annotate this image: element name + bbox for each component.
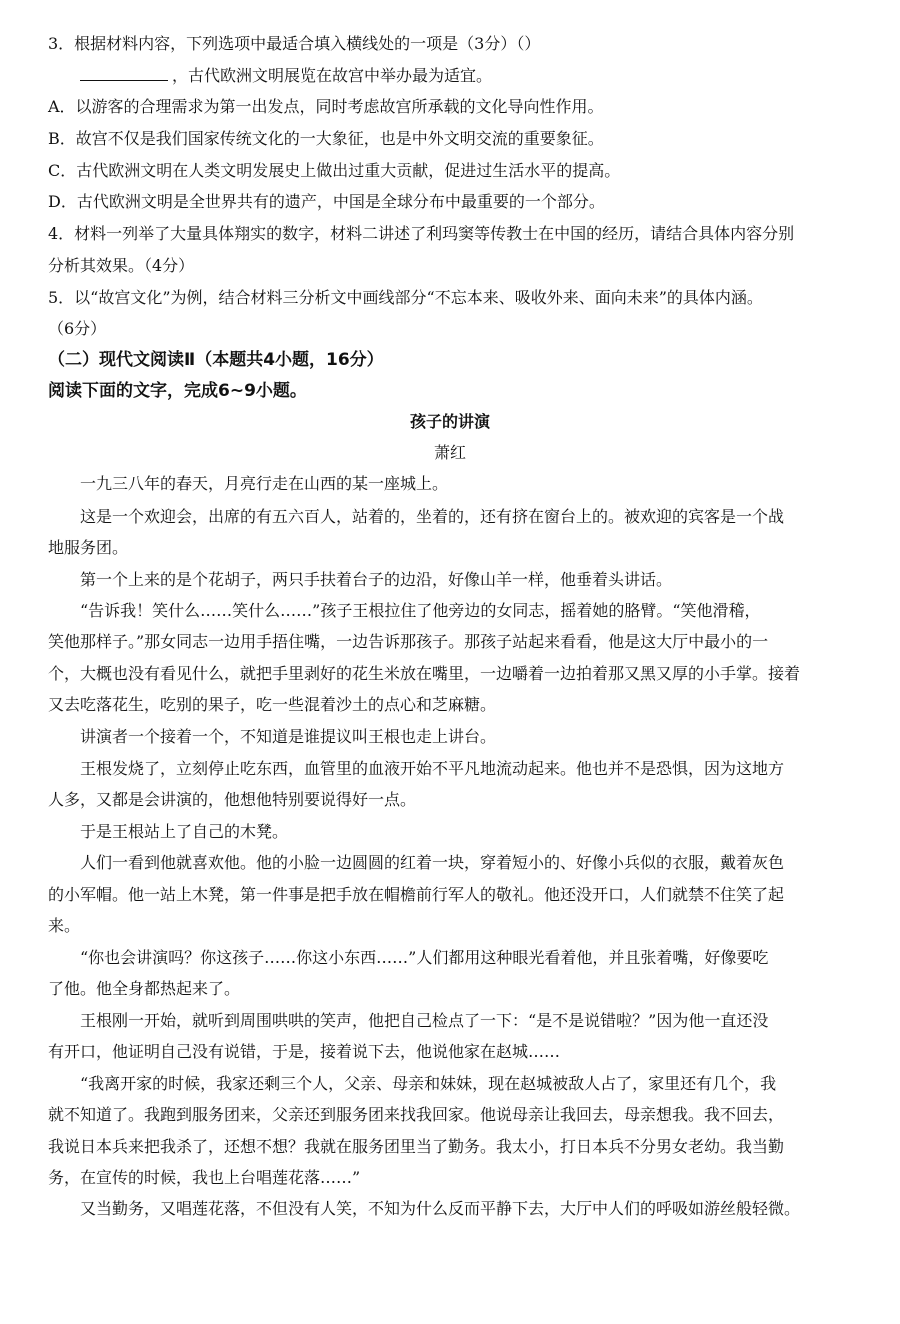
story-line: 我说日本兵来把我杀了，还想不想？我就在服务团里当了勤务。我太小，打日本兵不分男女老幼。我当勤 [48,1137,785,1156]
story-line: 人多，又都是会讲演的，他想他特别要说得好一点。 [48,790,417,809]
story-line: 这是一个欢迎会，出席的有五六百人，站着的，坐着的，还有挤在窗台上的。被欢迎的宾客是一个战 [80,507,785,526]
story-line: 人们一看到他就喜欢他。他的小脸一边圆圆的红着一块，穿着短小的、好像小兵似的衣服，戴着灰色 [80,853,785,872]
story-line: 来。 [48,916,81,935]
fill-blank [80,64,168,81]
story-line: 地服务团。 [48,538,129,557]
question-4-line: 4．材料一列举了大量具体翔实的数字，材料二讲述了利玛窦等传教士在中国的经历，请结合具体内容分别 [48,224,795,243]
story-line: 个，大概也没有看见什么，就把手里剥好的花生米放在嘴里，一边嚼着一边拍着那又黑又厚的小手掌。接着 [48,664,801,683]
question-3-sentence: ，古代欧洲文明展览在故宫中举办最为适宜。 [80,64,864,87]
story-line: 又去吃落花生，吃别的果子，吃一些混着沙土的点心和芝麻糖。 [48,695,497,714]
story-line: 务，在宣传的时候，我也上台唱莲花落……” [48,1168,361,1187]
story-line: 王根刚一开始，就听到周围哄哄的笑声，他把自己检点了一下：“是不是说错啦？”因为他一直还没 [80,1011,769,1030]
question-3-option-b: B．故宫不仅是我们国家传统文化的一大象征，也是中外文明交流的重要象征。 [48,129,604,148]
question-5-line: （6分） [48,319,107,338]
story-line: 一九三八年的春天，月亮行走在山西的某一座城上。 [80,474,449,493]
question-3-option-d: D．古代欧洲文明是全世界共有的遗产，中国是全球分布中最重要的一个部分。 [48,192,605,211]
story-line: 于是王根站上了自己的木凳。 [80,822,289,841]
question-4-line: 分析其效果。（4分） [48,256,195,275]
story-line: 了他。他全身都热起来了。 [48,979,241,998]
section-instruction: 阅读下面的文字，完成6~9小题。 [48,381,307,401]
story-line: “我离开家的时候，我家还剩三个人，父亲、母亲和妹妹，现在赵城被敌人占了，家里还有几个，我 [80,1074,777,1093]
story-title: 孩子的讲演 [409,412,490,431]
question-5-line: 5．以“故宫文化”为例，结合材料三分析文中画线部分“不忘本来、吸收外来、面向未来”的具体内涵。 [48,288,763,307]
story-line: “告诉我！笑什么……笑什么……”孩子王根拉住了他旁边的女同志，摇着她的胳臂。“笑他滑稽， [80,601,761,620]
question-3-option-a: A．以游客的合理需求为第一出发点，同时考虑故宫所承载的文化导向性作用。 [48,97,604,116]
story-line: 的小军帽。他一站上木凳，第一件事是把手放在帽檐前行军人的敬礼。他还没开口，人们就禁不住笑了起 [48,885,785,904]
section-heading: （二）现代文阅读Ⅱ（本题共4小题，16分） [48,350,384,370]
story-line: 笑他那样子。”那女同志一边用手捂住嘴，一边告诉那孩子。那孩子站起来看看，他是这大厅中最小的一 [48,632,769,651]
story-line: 又当勤务，又唱莲花落，不但没有人笑，不知为什么反而平静下去，大厅中人们的呼吸如游丝般轻微。 [80,1199,801,1218]
story-line: 讲演者一个接着一个，不知道是谁提议叫王根也走上讲台。 [80,727,497,746]
story-line: 第一个上来的是个花胡子，两只手扶着台子的边沿，好像山羊一样，他垂着头讲话。 [80,570,673,589]
story-line: “你也会讲演吗？你这孩子……你这小东西……”人们都用这种眼光看着他，并且张着嘴，好像要吃 [80,948,769,967]
question-3-option-c: C．古代欧洲文明在人类文明发展史上做出过重大贡献，促进过生活水平的提高。 [48,161,621,180]
story-line: 王根发烧了，立刻停止吃东西，血管里的血液开始不平凡地流动起来。他也并不是恐惧，因为这地方 [80,759,785,778]
story-author: 萧红 [433,443,466,462]
question-3-stem: 3．根据材料内容，下列选项中最适合填入横线处的一项是（3分）（） [48,34,541,53]
story-line: 有开口，他证明自己没有说错，于是，接着说下去，他说他家在赵城…… [48,1042,561,1061]
story-line: 就不知道了。我跑到服务团来，父亲还到服务团来找我回家。他说母亲让我回去，母亲想我。我不回去， [48,1105,785,1124]
